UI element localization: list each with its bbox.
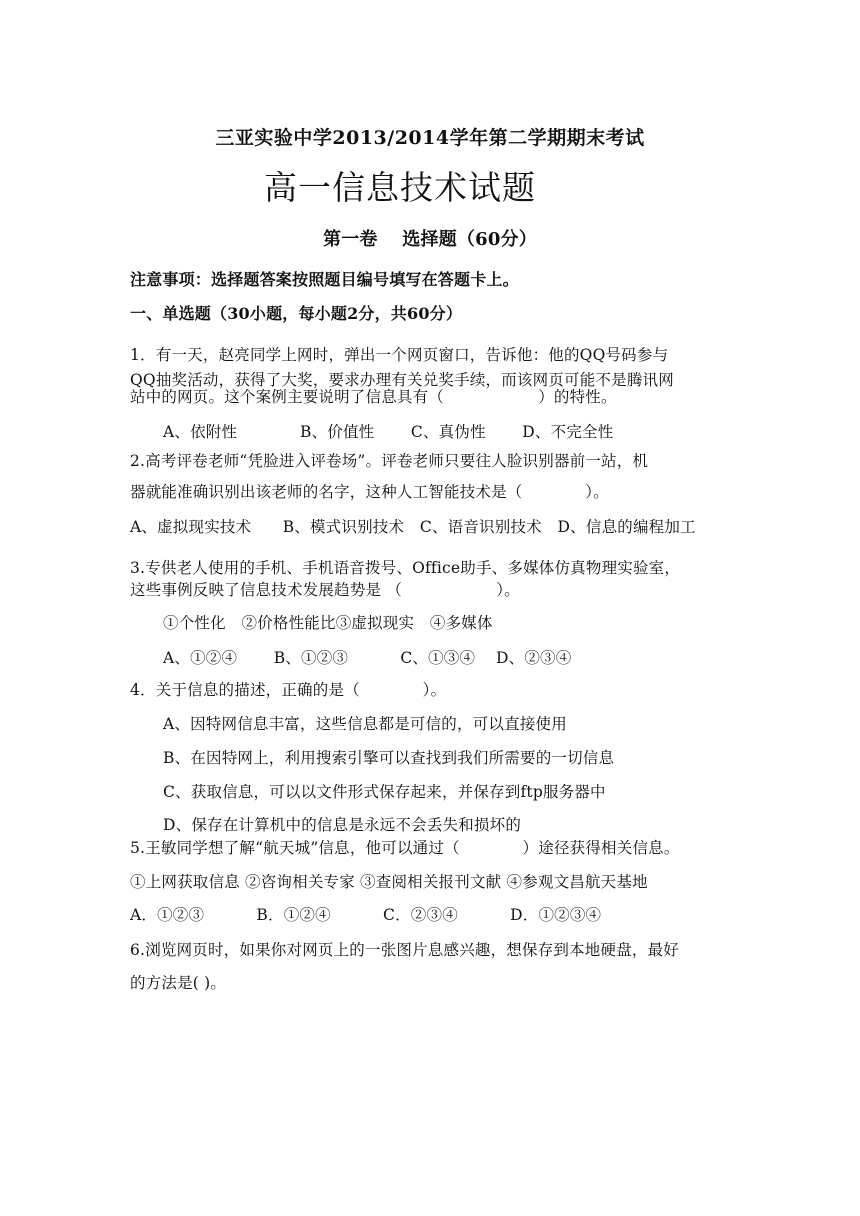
question-1-line-2: QQ抽奖活动，获得了大奖，要求办理有关兑奖手续，而该网页可能不是腾讯网 <box>130 371 674 389</box>
question-4-option-d: D、保存在计算机中的信息是永远不会丢失和损坏的 <box>163 816 522 834</box>
part-heading: 一、单选题（30小题，每小题2分，共60分） <box>130 304 463 323</box>
section-title: 第一卷 选择题（60分） <box>323 229 537 250</box>
question-1-options: A、依附性 B、价值性 C、真伪性 D、不完全性 <box>163 423 614 441</box>
question-3-choices: ①个性化 ②价格性能比③虚拟现实 ④多媒体 <box>163 614 493 632</box>
question-2-options: A、虚拟现实技术 B、模式识别技术 C、语音识别技术 D、信息的编程加工 <box>130 518 696 536</box>
school-exam-line: 三亚实验中学2013/2014学年第二学期期末考试 <box>215 127 645 149</box>
question-2-line-2: 器就能准确识别出该老师的名字，这种人工智能技术是（ ）。 <box>130 483 609 501</box>
question-3-options: A、①②④ B、①②③ C、①③④ D、②③④ <box>163 649 572 667</box>
question-6-line-2: 的方法是( )。 <box>130 974 227 992</box>
question-5-stem: 5.王敏同学想了解“航天城”信息，他可以通过（ ）途径获得相关信息。 <box>130 839 680 857</box>
question-5-options: A．①②③ B．①②④ C．②③④ D．①②③④ <box>130 906 602 924</box>
question-4-option-b: B、在因特网上，利用搜索引擎可以查找到我们所需要的一切信息 <box>163 749 615 767</box>
question-4-option-c: C、获取信息，可以以文件形式保存起来，并保存到ftp服务器中 <box>163 783 606 801</box>
question-6-line-1: 6.浏览网页时，如果你对网页上的一张图片息感兴趣，想保存到本地硬盘，最好 <box>130 941 679 959</box>
question-4-stem: 4．关于信息的描述，正确的是（ ）。 <box>130 681 447 699</box>
question-1-line-3: 站中的网页。这个案例主要说明了信息具有（ ）的特性。 <box>130 388 617 406</box>
question-4-option-a: A、因特网信息丰富，这些信息都是可信的，可以直接使用 <box>163 715 567 733</box>
exam-title: 高一信息技术试题 <box>264 168 536 207</box>
question-5-choices: ①上网获取信息 ②咨询相关专家 ③查阅相关报刊文献 ④参观文昌航天基地 <box>130 873 648 891</box>
question-1-line-1: 1．有一天，赵亮同学上网时，弹出一个网页窗口，告诉他：他的QQ号码参与 <box>130 346 669 364</box>
question-3-line-2: 这些事例反映了信息技术发展趋势是 （ ）。 <box>130 581 520 599</box>
question-3-line-1: 3.专供老人使用的手机、手机语音拨号、Office助手、多媒体仿真物理实验室， <box>130 559 681 577</box>
question-2-line-1: 2.高考评卷老师“凭脸进入评卷场”。评卷老师只要往人脸识别器前一站，机 <box>130 452 649 470</box>
notice-text: 注意事项：选择题答案按照题目编号填写在答题卡上。 <box>130 270 519 289</box>
